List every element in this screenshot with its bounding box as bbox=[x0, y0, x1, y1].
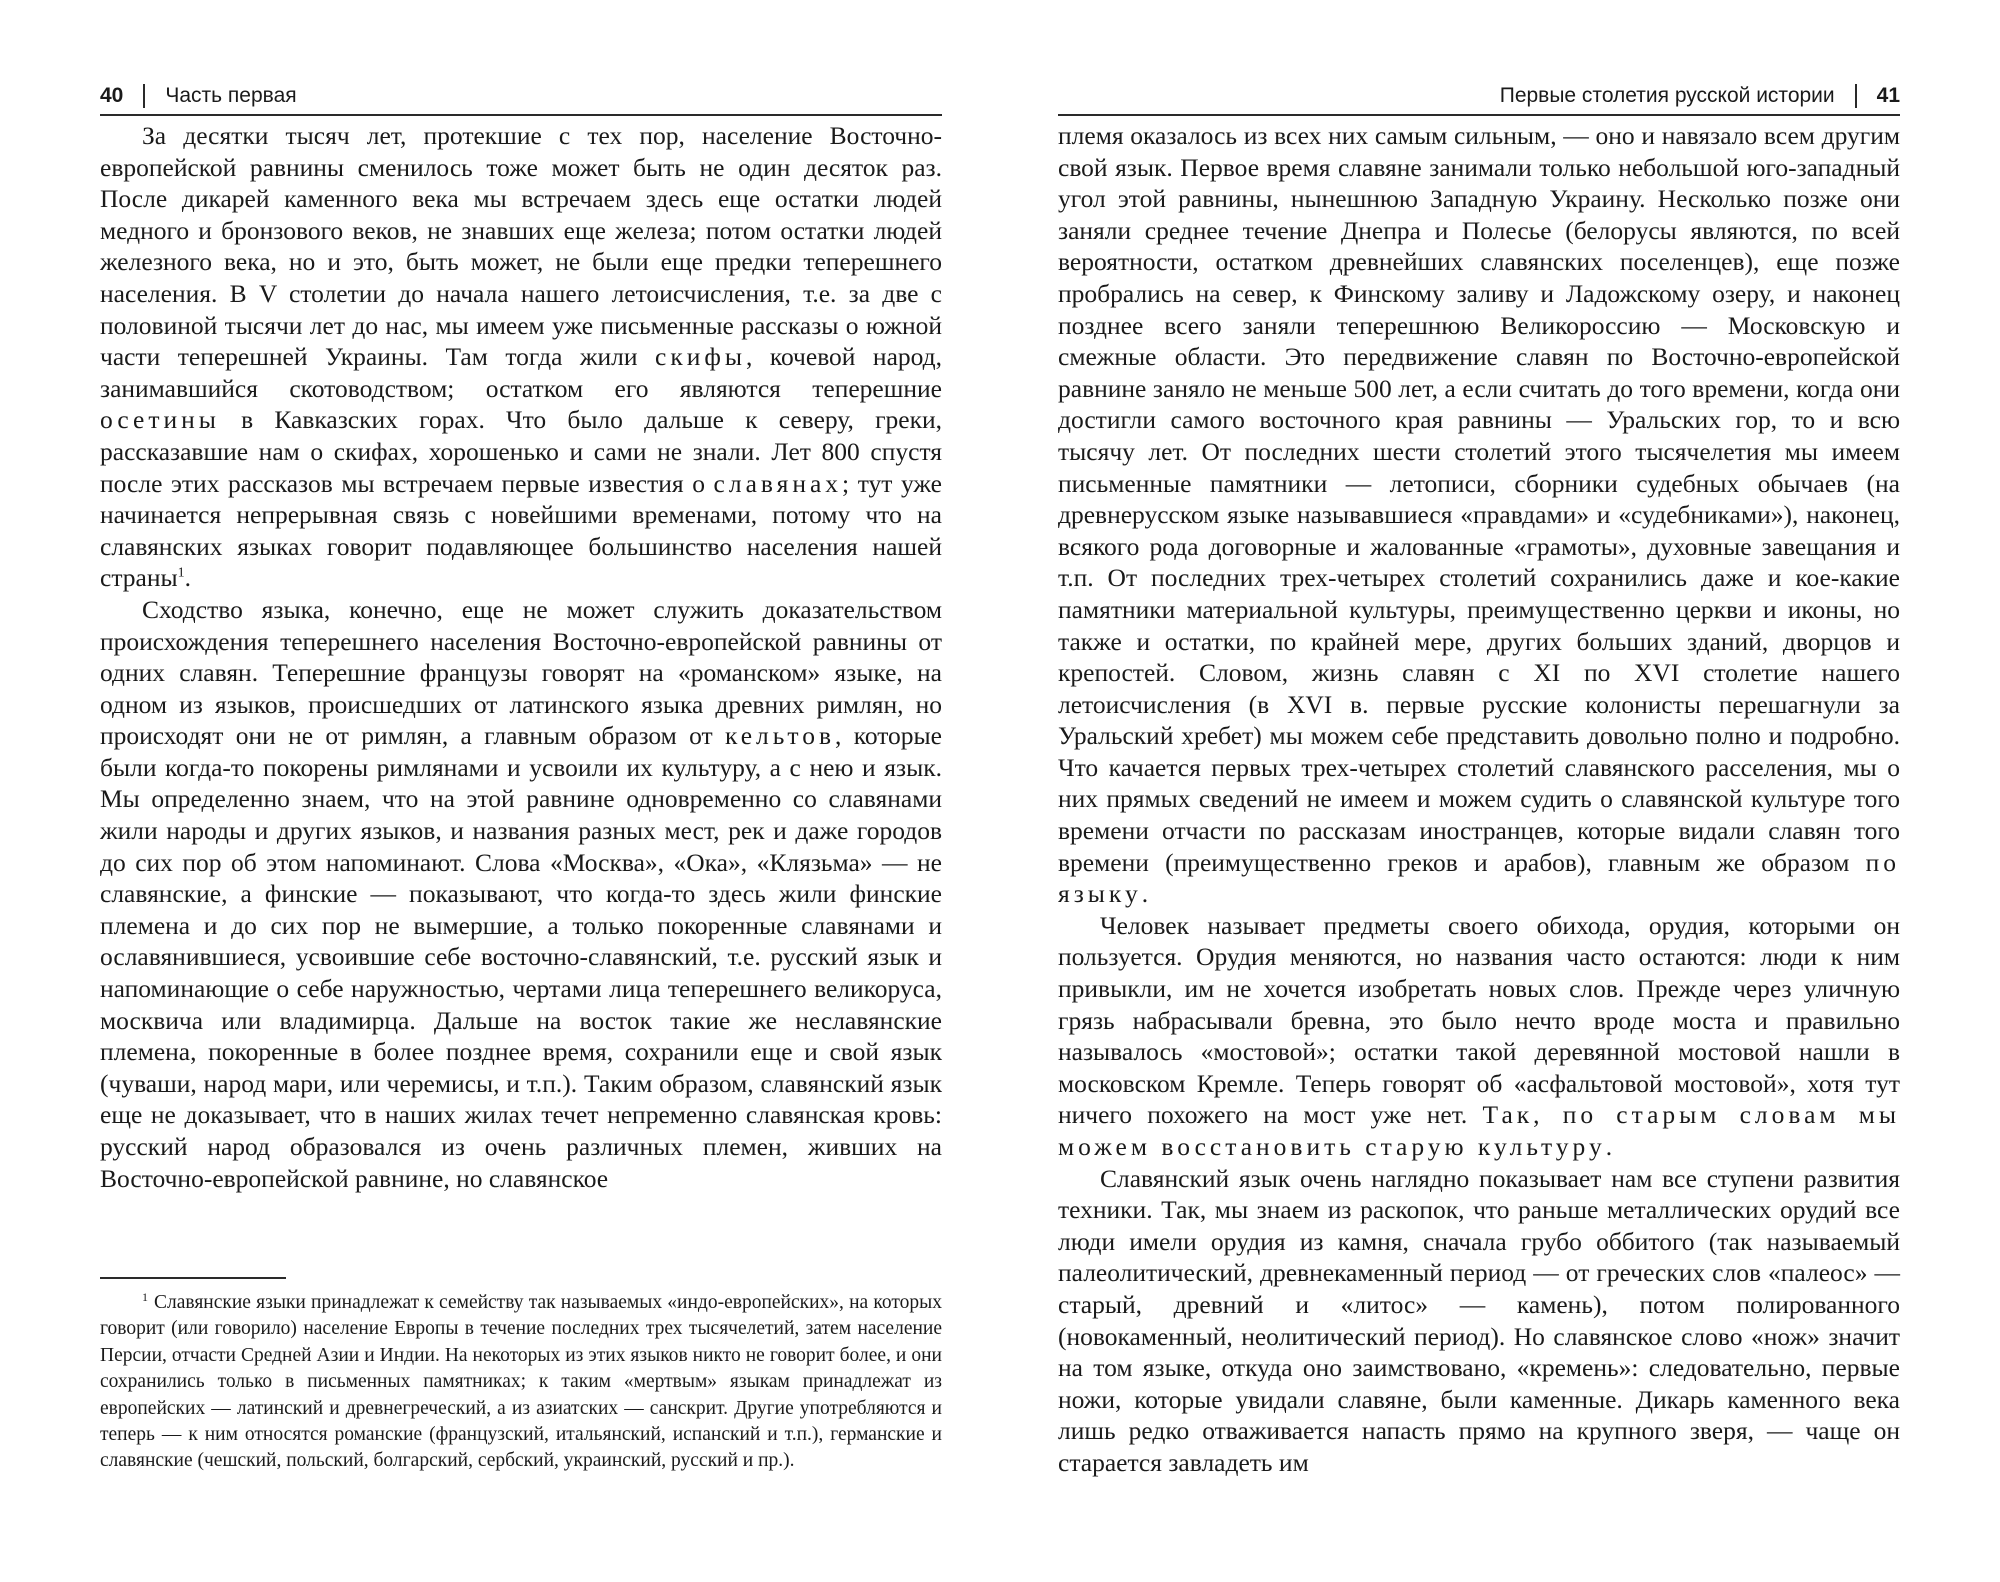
footnote-rule bbox=[100, 1277, 286, 1279]
paragraph: Сходство языка, конечно, еще не может служить доказательством происхождения теперешнего населения Восточно-европейской равнины от одних славян. Теперешние французы говорят на «романском» языке, на одном из языков, происшедших от латинского языка древних римлян, но происходят они не от римлян, а главным образом от кельтов, которые были когда-то покорены римлянами и усвоили их культуру, а с нею и язык. Мы определенно знаем, что на этой равнине одновременно со славянами жили народы и других языков, и названия разных мест, рек и даже городов до сих пор об этом напоминают. Слова «Москва», «Ока», «Клязьма» — не славянские, а финские — показывают, что когда-то здесь жили финские племена и до сих пор не вымершие, а только покоренные славянами и ославянившиеся, усвоившие себе восточно-славянский, т.е. русский язык и напоминающие о себе наружностью, чертами лица теперешнего великоруса, москвича или владимирца. Дальше на восток такие же неславянские племена, покоренные в более позднее время, сохранили еще и свой язык (чуваши, народ мари, или черемисы, и т.п.). Таким образом, славянский язык еще не доказывает, что в наших жилах течет непременно славянская кровь: русский народ образовался из очень различных племен, живших на Восточно-европейской равнине, но славянское bbox=[100, 594, 942, 1193]
emphasis: славянах bbox=[713, 468, 843, 498]
emphasis: скифы bbox=[655, 342, 747, 372]
right-page-number: 41 bbox=[1876, 84, 1900, 107]
left-body-text bbox=[100, 120, 942, 1194]
emphasis: по языку bbox=[1058, 847, 1900, 909]
footnote-mark: 1 bbox=[142, 1289, 148, 1304]
right-running-title: Первые столетия русской истории bbox=[1499, 84, 1835, 107]
right-body-text bbox=[1058, 120, 1900, 1479]
right-head-separator bbox=[1855, 84, 1857, 108]
left-running-title: Часть первая bbox=[165, 84, 297, 107]
paragraph: Славянский язык очень наглядно показывает нам все ступени развития техники. Так, мы знаем из раскопок, что раньше металлических орудий все люди имели орудия из камня, сначала грубо оббитого (так называемый палеолитический, древнекаменный период — от греческих слов «палеос» — старый, древний и «литос» — камень), потом полированного (новокаменный, неолитический период). Но славянское слово «нож» значит на том языке, откуда оно заимствовано, «кремень»: следовательно, первые ножи, которые увидали славяне, были каменные. Дикарь каменного века лишь редко отваживается напасть прямо на крупного зверя, — чаще он старается завладеть им bbox=[1058, 1163, 1900, 1477]
emphasis: кельтов bbox=[724, 721, 836, 751]
left-page-number: 40 bbox=[100, 84, 124, 107]
paragraph: племя оказалось из всех них самым сильным, — оно и навязало всем другим свой язык. Первое время славяне занимали только небольшой юго-западный угол этой равнины, нынешнюю Западную Украину. Несколько позже они заняли среднее течение Днепра и Полесье (белорусы являются, по всей вероятности, остатком древнейших славянских поселенцев), еще позже пробрались на север, к Финскому заливу и Ладожскому озеру, и наконец позднее всего заняли теперешнюю Великороссию — Московскую и смежные области. Это передвижение славян по Восточно-европейской равнине заняло не меньше 500 лет, а если считать до того времени, когда они достигли самого восточного края равнины — Уральских гор, то и всю тысячу лет. От последних шести столетий этого тысячелетия мы имеем письменные памятники — летописи, сборники судебных обычаев (на древнерусском языке называвшиеся «правдами» и «судебниками»), наконец, всякого рода договорные и жалованные «грамоты», духовные завещания и т.п. От последних трех-четырех столетий сохранились даже и кое-какие памятники материальной культуры, преимущественно церкви и иконы, но также и остатки, по крайней мере, других больших зданий, дворцов и крепостей. Словом, жизнь славян с XI по XVI столетие нашего летоисчисления (в XVI в. первые русские колонисты перешагнули за Уральский хребет) мы можем себе представить довольно полно и подробно. Что качается первых трех-четырех столетий славянского расселения, мы о них прямых сведений не имеем и можем судить о славянской культуре того времени отчасти по рассказам иностранцев, которые видали славян того времени (преимущественно греков и арабов), главным же образом по языку. bbox=[1058, 121, 1900, 909]
footnote-text: Славянские языки принадлежат к семейству так называемых «индо-европейских», на которых говорит (или говорило) население Европы в течение последних трех тысячелетий, затем население Персии, отчасти Средней Азии и Индии. На некоторых из этих языков никто не говорит более, и они сохранились только в письменных памятниках; к таким «мертвым» языкам принадлежат из европейских — латинский и древнегреческий, а из азиатских — санскрит. Другие употребляются и теперь — к ним относятся романские (французский, итальянский, испанский и т.п.), германские и славянские (чешский, польский, болгарский, сербский, украинский, русский и пр.). bbox=[100, 1292, 942, 1472]
left-running-head bbox=[100, 78, 942, 116]
footnote bbox=[100, 1290, 942, 1475]
right-running-head bbox=[1058, 78, 1900, 116]
emphasis: Так, по старым словам мы можем восстановить старую культуру bbox=[1058, 1100, 1900, 1161]
footnote-reference[interactable]: 1 bbox=[177, 565, 185, 581]
left-head-separator bbox=[143, 84, 145, 108]
emphasis: осетины bbox=[100, 405, 220, 435]
paragraph: Человек называет предметы своего обихода, орудия, которыми он пользуется. Орудия меняются, но названия часто остаются: люди к ним привыкли, им не хочется изобретать новых слов. Прежде через уличную грязь набрасывали бревна, это было нечто вроде моста и правильно называлось «мостовой»; остатки такой деревянной мостовой нашли в московском Кремле. Теперь говорят об «асфальтовой мостовой», хотя тут ничего похожего на мост уже нет. Так, по старым словам мы можем восстановить старую культуру. bbox=[1058, 910, 1900, 1161]
paragraph: За десятки тысяч лет, протекшие с тех пор, население Восточно-европейской равнины сменилось тоже может быть не один десяток раз. После дикарей каменного века мы встречаем здесь еще остатки людей медного и бронзового веков, не знавших еще железа; потом остатки людей железного века, но и это, быть может, не были еще предки теперешнего населения. В V столетии до начала нашего летоисчисления, т.е. за две с половиной тысячи лет до нас, мы имеем уже письменные рассказы о южной части теперешней Украины. Там тогда жили скифы, кочевой народ, занимавшийся скотоводством; остатком его являются теперешние осетины в Кавказских горах. Что было дальше к северу, греки, рассказавшие нам о скифах, хорошенько и сами не знали. Лет 800 спустя после этих рассказов мы встречаем первые известия о славянах; тут уже начинается непрерывная связь с новейшими временами, потому что на славянских языках говорит подавляющее большинство населения нашей страны$^1$. bbox=[100, 121, 943, 593]
right-page bbox=[1000, 0, 2000, 1582]
